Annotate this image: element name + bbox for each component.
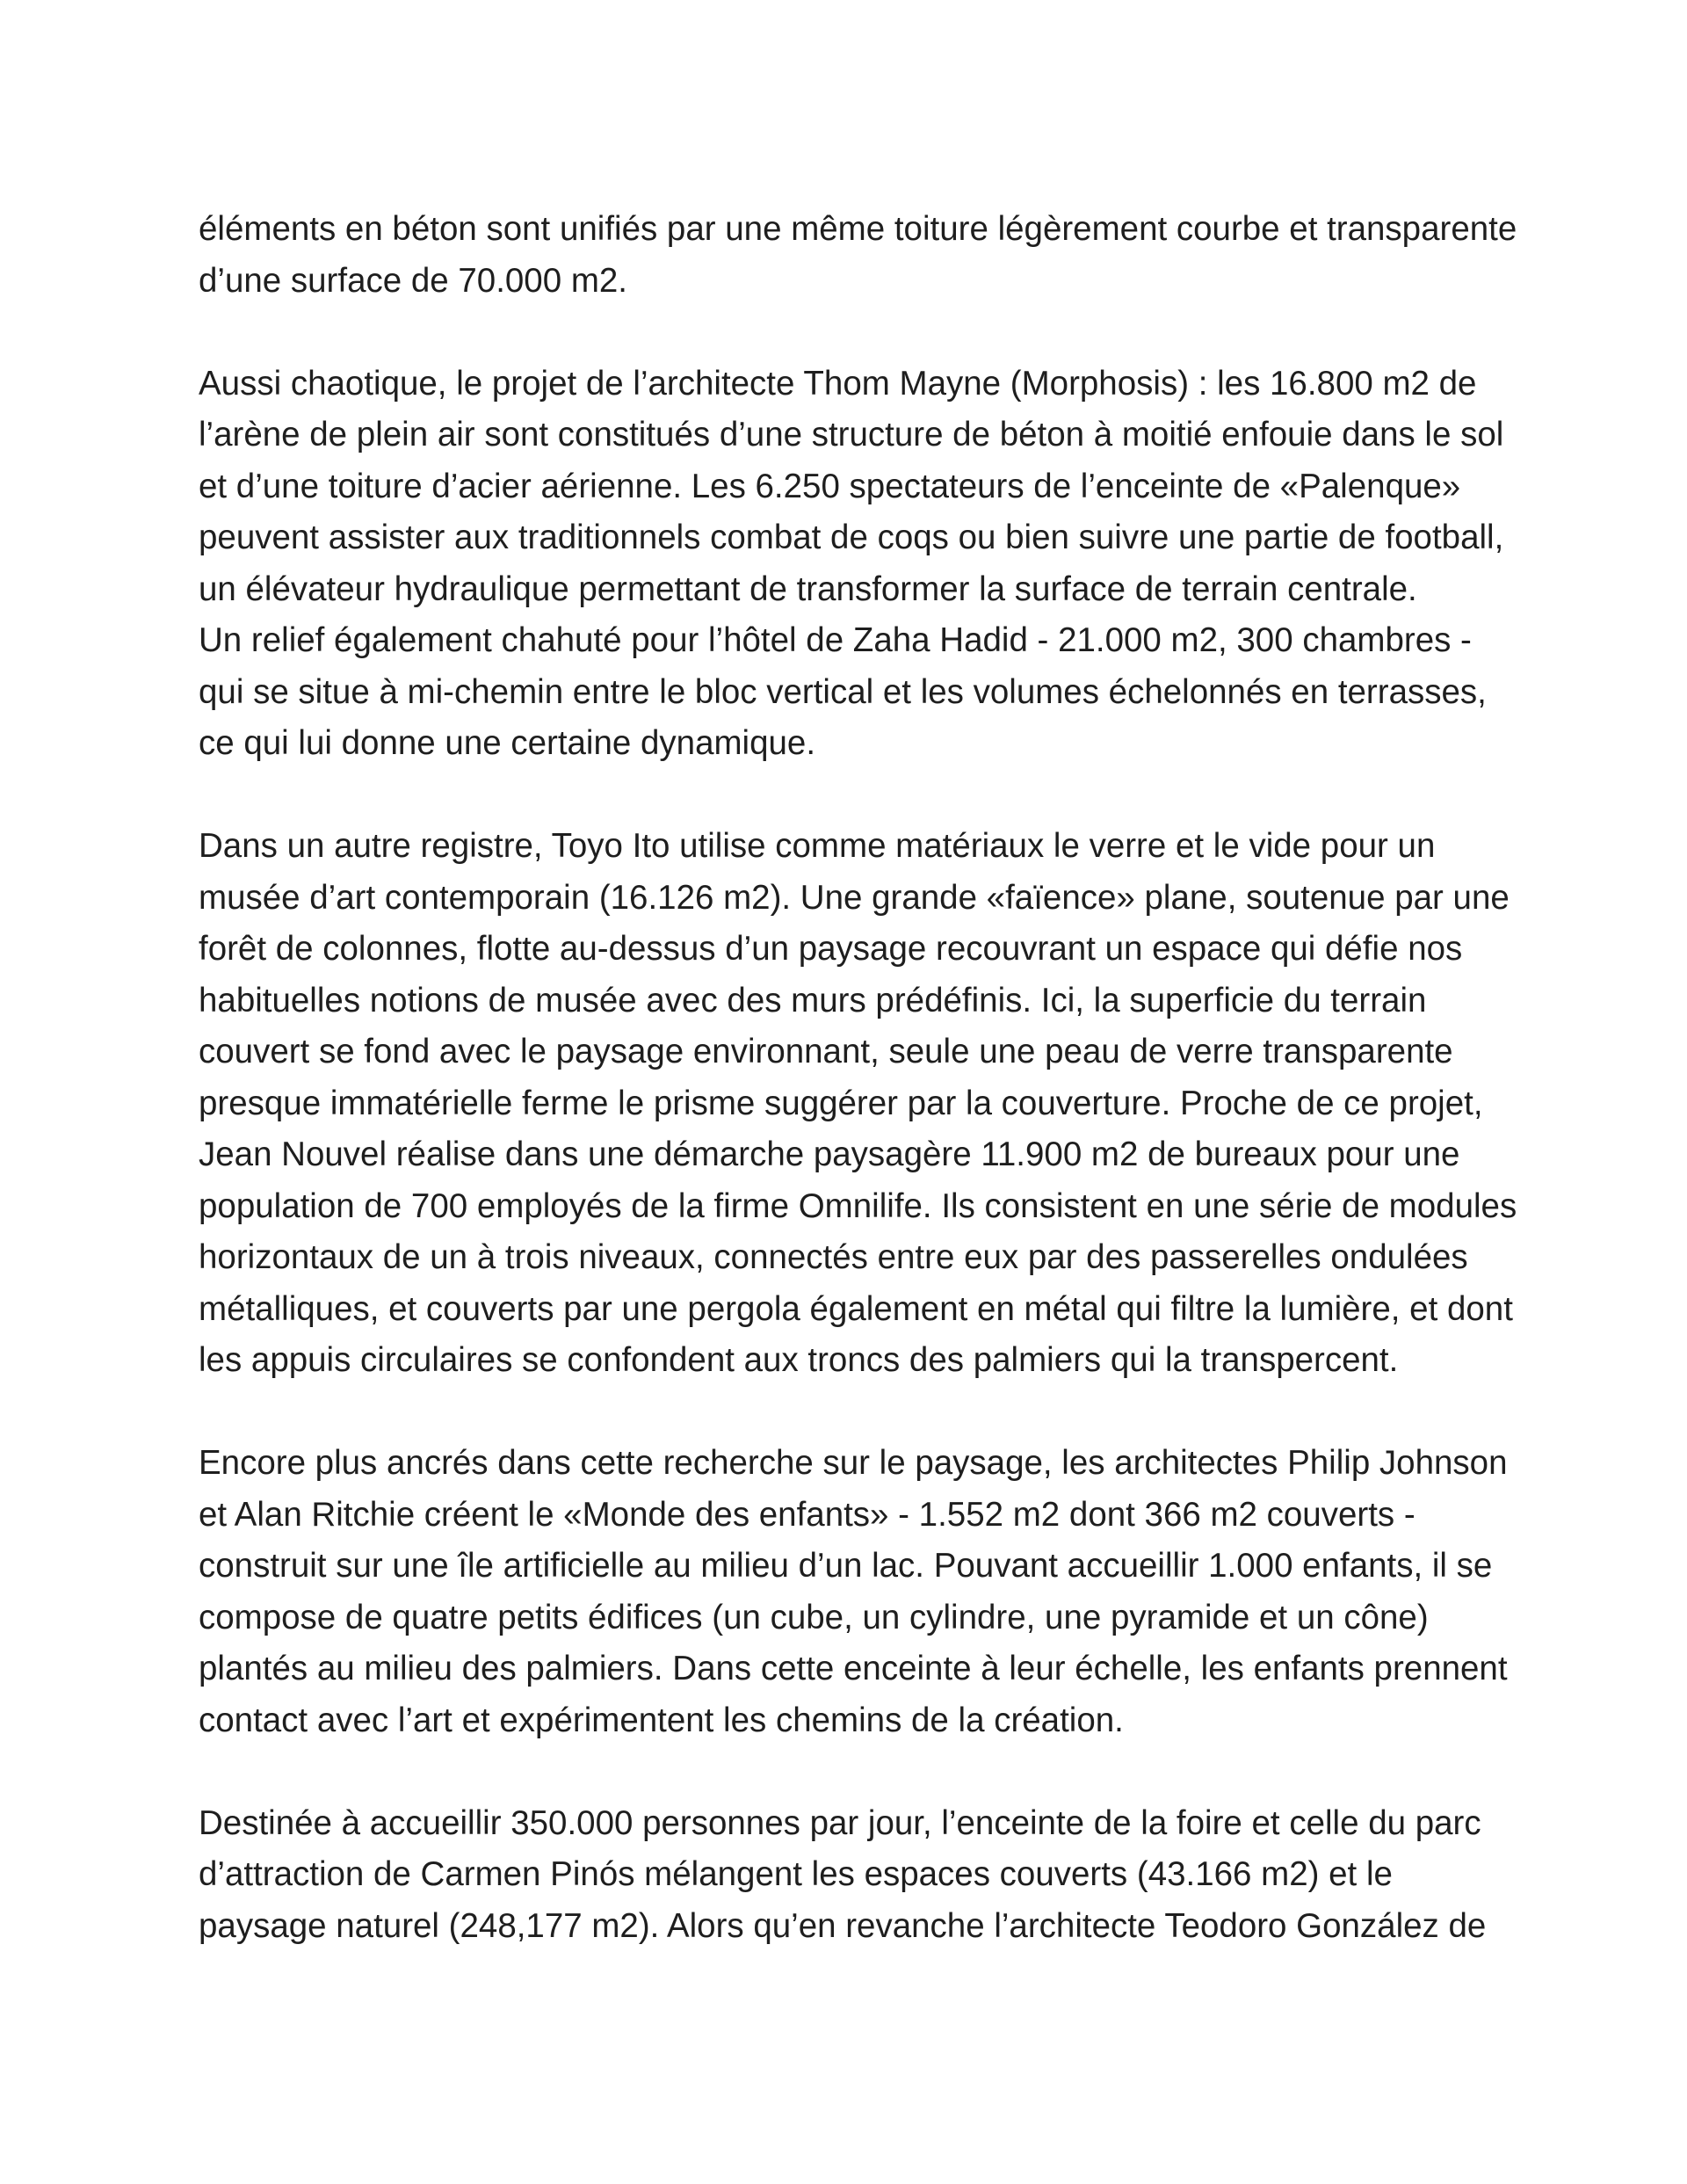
text-line: Destinée à accueillir 350.000 personnes par jour, l’enceinte de la foire et celle du parc bbox=[199, 1803, 1481, 1842]
text-line: éléments en béton sont unifiés par une même toiture légèrement courbe et transparente bbox=[199, 210, 1517, 248]
text-line: peuvent assister aux traditionnels combat de coqs ou bien suivre une partie de football, bbox=[199, 519, 1504, 556]
text-line: horizontaux de un à trois niveaux, connectés entre eux par des passerelles ondulées bbox=[199, 1238, 1468, 1276]
text-line: forêt de colonnes, flotte au-dessus d’un paysage recouvrant un espace qui défie nos bbox=[199, 930, 1463, 968]
text-line: presque immatérielle ferme le prisme suggérer par la couverture. Proche de ce projet, bbox=[199, 1084, 1483, 1122]
text-line: qui se situe à mi-chemin entre le bloc vertical et les volumes échelonnés en terrasses, bbox=[199, 672, 1487, 711]
text-line: un élévateur hydraulique permettant de transformer la surface de terrain centrale. bbox=[199, 570, 1417, 608]
body-text bbox=[199, 204, 1517, 2004]
text-line: et d’une toiture d’acier aérienne. Les 6.250 spectateurs de l’enceinte de «Palenque» bbox=[199, 467, 1461, 505]
text-line: construit sur une île artificielle au milieu d’un lac. Pouvant accueillir 1.000 enfants, il se bbox=[199, 1547, 1493, 1585]
text-line: les appuis circulaires se confondent aux troncs des palmiers qui la transpercent. bbox=[199, 1341, 1399, 1379]
text-line: population de 700 employés de la firme Omnilife. Ils consistent en une série de modules bbox=[199, 1186, 1517, 1225]
paragraph-2 bbox=[199, 359, 1508, 770]
text-line: paysage naturel (248,177 m2). Alors qu’en revanche l’architecte Teodoro González de bbox=[199, 1906, 1487, 1945]
text-line: contact avec l’art et expérimentent les chemins de la création. bbox=[199, 1701, 1124, 1739]
text-line: Un relief également chahuté pour l’hôtel de Zaha Hadid - 21.000 m2, 300 chambres - bbox=[199, 621, 1472, 659]
text-line: Encore plus ancrés dans cette recherche sur le paysage, les architectes Philip Johnson bbox=[199, 1444, 1508, 1482]
text-line: Aussi chaotique, le projet de l’architecte Thom Mayne (Morphosis) : les 16.800 m2 de bbox=[199, 364, 1477, 403]
text-line: couvert se fond avec le paysage environnant, seule une peau de verre transparente bbox=[199, 1033, 1453, 1070]
paragraph-3 bbox=[199, 821, 1517, 1387]
text-line: et Alan Ritchie créent le «Monde des enfants» - 1.552 m2 dont 366 m2 couverts - bbox=[199, 1495, 1415, 1534]
text-line: l’arène de plein air sont constitués d’une structure de béton à moitié enfouie dans le sol bbox=[199, 416, 1504, 453]
paragraph-1 bbox=[199, 204, 1517, 307]
text-line: métalliques, et couverts par une pergola également en métal qui filtre la lumière, et dont bbox=[199, 1289, 1513, 1328]
text-line: musée d’art contemporain (16.126 m2). Une grande «faïence» plane, soutenue par une bbox=[199, 878, 1510, 917]
paragraph-5 bbox=[199, 1798, 1508, 1953]
text-line: d’attraction de Carmen Pinós mélangent les espaces couverts (43.166 m2) et le bbox=[199, 1855, 1393, 1893]
text-line: plantés au milieu des palmiers. Dans cette enceinte à leur échelle, les enfants prennent bbox=[199, 1650, 1508, 1687]
paragraph-4 bbox=[199, 1438, 1508, 1746]
text-line: compose de quatre petits édifices (un cube, un cylindre, une pyramide et un cône) bbox=[199, 1598, 1429, 1636]
text-line: ce qui lui donne une certaine dynamique. bbox=[199, 724, 816, 762]
text-line: habituelles notions de musée avec des murs prédéfinis. Ici, la superficie du terrain bbox=[199, 981, 1427, 1019]
text-line: d’une surface de 70.000 m2. bbox=[199, 261, 627, 300]
text-line: Jean Nouvel réalise dans une démarche paysagère 11.900 m2 de bureaux pour une bbox=[199, 1136, 1460, 1173]
text-line: Dans un autre registre, Toyo Ito utilise comme matériaux le verre et le vide pour un bbox=[199, 827, 1436, 865]
